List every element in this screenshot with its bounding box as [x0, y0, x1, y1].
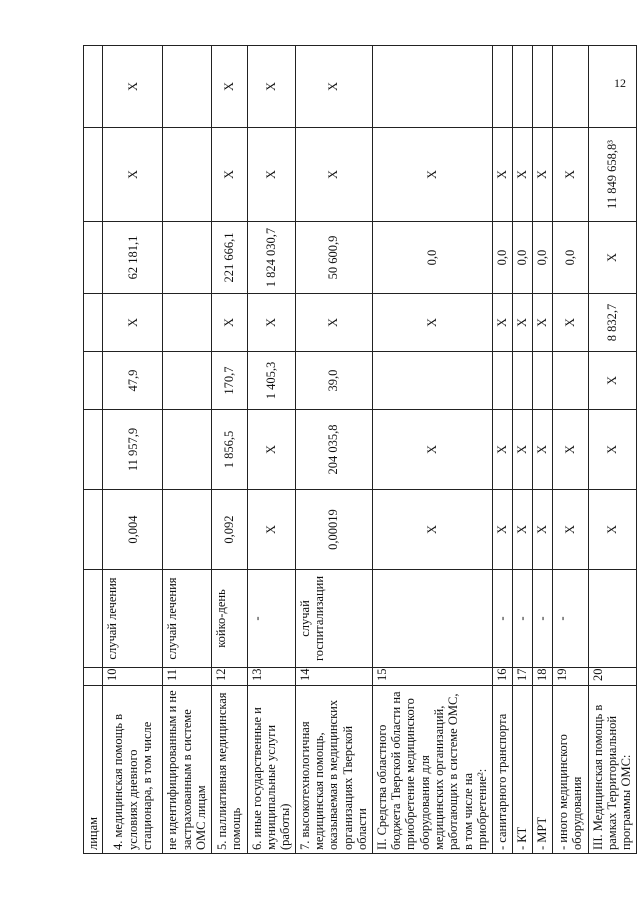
table-row — [588, 46, 636, 854]
cell-c2: 11 957,9 — [103, 410, 163, 490]
cell-unit: случай лечения — [163, 570, 211, 668]
cell-unit: - — [512, 570, 532, 668]
cell-c4: 8 832,7 — [588, 294, 636, 352]
cell-c4: X — [512, 294, 532, 352]
cell-c2: 1 856,5 — [211, 410, 247, 490]
cell-c2 — [163, 410, 211, 490]
cell-c7 — [84, 46, 103, 128]
cell-c3 — [372, 352, 492, 410]
cell-c4: X — [372, 294, 492, 352]
cell-c6: X — [295, 128, 372, 222]
cell-c7 — [512, 46, 532, 128]
cell-unit: - — [247, 570, 295, 668]
cell-name: III. Медицинская помощь в рамках Территориальной программы ОМС: — [588, 686, 636, 854]
cell-name: - иного медицинского оборудования — [552, 686, 588, 854]
cell-c2 — [84, 410, 103, 490]
cell-c6: X — [372, 128, 492, 222]
cell-c1: 0,00019 — [295, 490, 372, 570]
cell-c3: 39,0 — [295, 352, 372, 410]
cell-c6: X — [552, 128, 588, 222]
cell-c4: X — [492, 294, 512, 352]
cell-c2: X — [588, 410, 636, 490]
cell-c7: X — [247, 46, 295, 128]
cell-c1: X — [552, 490, 588, 570]
cell-name: - КТ — [512, 686, 532, 854]
cell-c6: X — [247, 128, 295, 222]
cell-name: 4. медицинская помощь в условиях дневного стационара, в том числе — [103, 686, 163, 854]
cell-unit — [588, 570, 636, 668]
cell-c1: X — [372, 490, 492, 570]
cell-c2: X — [372, 410, 492, 490]
cell-name: не идентифицированным и не застрахованным в системе ОМС лицам — [163, 686, 211, 854]
cell-c5: 221 666,1 — [211, 222, 247, 294]
cell-c2: X — [512, 410, 532, 490]
cell-c6: X — [211, 128, 247, 222]
cell-c7 — [163, 46, 211, 128]
table-row — [372, 46, 492, 854]
cell-c5: 50 600,9 — [295, 222, 372, 294]
cell-n: 14 — [295, 668, 372, 686]
cell-c4: X — [532, 294, 552, 352]
cell-c5: 0,0 — [532, 222, 552, 294]
cell-c1: X — [532, 490, 552, 570]
cell-c5: 0,0 — [492, 222, 512, 294]
cell-c5 — [84, 222, 103, 294]
cell-c4 — [84, 294, 103, 352]
cell-n: 20 — [588, 668, 636, 686]
cell-c3: 1 405,3 — [247, 352, 295, 410]
cell-n — [84, 668, 103, 686]
cell-unit: случай госпитализации — [295, 570, 372, 668]
cell-c7 — [532, 46, 552, 128]
cell-c6: X — [103, 128, 163, 222]
cell-c4: X — [211, 294, 247, 352]
cell-c4: X — [295, 294, 372, 352]
cell-c4: X — [552, 294, 588, 352]
cell-c1: X — [492, 490, 512, 570]
cell-n: 12 — [211, 668, 247, 686]
cell-c5: 1 824 030,7 — [247, 222, 295, 294]
cell-n: 16 — [492, 668, 512, 686]
cell-c5: 0,0 — [372, 222, 492, 294]
cell-unit: - — [532, 570, 552, 668]
cell-n: 11 — [163, 668, 211, 686]
table-row — [247, 46, 295, 854]
cell-c6: 11 849 658,8³ — [588, 128, 636, 222]
cell-c2: X — [492, 410, 512, 490]
cell-c3: 47,9 — [103, 352, 163, 410]
cell-name: лицам — [84, 686, 103, 854]
cell-c7: X — [103, 46, 163, 128]
cell-c4: X — [103, 294, 163, 352]
cell-c5 — [163, 222, 211, 294]
cell-c6 — [84, 128, 103, 222]
cell-c6: X — [492, 128, 512, 222]
cell-n: 19 — [552, 668, 588, 686]
table-row — [512, 46, 532, 854]
cell-name: - МРТ — [532, 686, 552, 854]
cell-c1: X — [247, 490, 295, 570]
cell-c5: 62 181,1 — [103, 222, 163, 294]
table-row — [84, 46, 103, 854]
cell-c3 — [163, 352, 211, 410]
cell-unit: койко-день — [211, 570, 247, 668]
cell-c6: X — [512, 128, 532, 222]
table-row — [103, 46, 163, 854]
cell-c1: 0,092 — [211, 490, 247, 570]
cell-c7 — [588, 46, 636, 128]
table-row — [532, 46, 552, 854]
cell-c7 — [492, 46, 512, 128]
table-row — [492, 46, 512, 854]
page-number: 12 — [614, 76, 626, 90]
cell-unit — [84, 570, 103, 668]
cell-c3: 170,7 — [211, 352, 247, 410]
cell-c4: X — [247, 294, 295, 352]
cell-c3 — [492, 352, 512, 410]
cell-c6: X — [532, 128, 552, 222]
cell-c1 — [84, 490, 103, 570]
cell-c6 — [163, 128, 211, 222]
cell-c5: X — [588, 222, 636, 294]
cell-c7 — [372, 46, 492, 128]
cell-c3 — [512, 352, 532, 410]
table-row — [211, 46, 247, 854]
cell-n: 13 — [247, 668, 295, 686]
cell-name: 6. иные государственные и муниципальные услуги (работы) — [247, 686, 295, 854]
cell-name: 7. высокотехнологичная медицинская помощь, оказываемая в медицинских организациях Тверской области — [295, 686, 372, 854]
cell-unit — [372, 570, 492, 668]
cell-c3 — [532, 352, 552, 410]
cell-c7: X — [295, 46, 372, 128]
table-row — [552, 46, 588, 854]
cell-c2: 204 035,8 — [295, 410, 372, 490]
cell-name: 5. паллиативная медицинская помощь — [211, 686, 247, 854]
cell-unit: - — [492, 570, 512, 668]
cell-n: 10 — [103, 668, 163, 686]
cell-c7: X — [211, 46, 247, 128]
cell-c5: 0,0 — [512, 222, 532, 294]
cell-n: 17 — [512, 668, 532, 686]
cell-c7 — [552, 46, 588, 128]
cell-c1: X — [512, 490, 532, 570]
cell-unit: - — [552, 570, 588, 668]
cell-c2: X — [247, 410, 295, 490]
cell-n: 18 — [532, 668, 552, 686]
cell-c3: X — [588, 352, 636, 410]
cell-n: 15 — [372, 668, 492, 686]
financing-table — [83, 45, 637, 854]
cell-c1 — [163, 490, 211, 570]
cell-c3 — [552, 352, 588, 410]
cell-c2: X — [552, 410, 588, 490]
cell-c2: X — [532, 410, 552, 490]
cell-c4 — [163, 294, 211, 352]
rotated-table-container — [83, 46, 634, 854]
table-row — [295, 46, 372, 854]
cell-name: II. Средства областного бюджета Тверской области на приобретение медицинского оборудования для медицинских организаций, работающих в системе ОМС, в том числе на приобретение²: — [372, 686, 492, 854]
cell-c1: 0,004 — [103, 490, 163, 570]
cell-c5: 0,0 — [552, 222, 588, 294]
cell-name: - санитарного транспорта — [492, 686, 512, 854]
table-row — [163, 46, 211, 854]
cell-c3 — [84, 352, 103, 410]
cell-c1: X — [588, 490, 636, 570]
cell-unit: случай лечения — [103, 570, 163, 668]
